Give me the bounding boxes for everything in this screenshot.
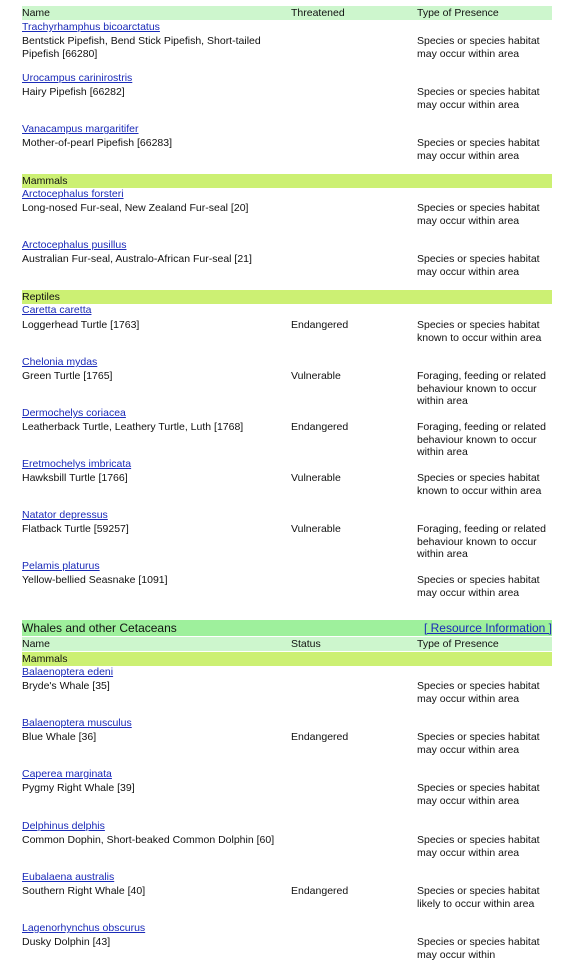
presence-text: Species or species habitat may occur within area [417,253,540,278]
common-name: Southern Right Whale [40] [22,885,146,897]
common-name: Bryde's Whale [35] [22,680,110,692]
resource-information-link[interactable]: [ Resource Information ] [423,621,552,635]
header-status: Status [291,638,321,650]
species-link[interactable]: Dermochelys coriacea [22,407,126,419]
threatened-status: Vulnerable [291,370,341,382]
common-name: Leatherback Turtle, Leathery Turtle, Luth [1768] [22,421,244,433]
common-name: Long-nosed Fur-seal, New Zealand Fur-seal [20] [22,202,249,214]
common-name: Hairy Pipefish [66282] [22,86,125,98]
presence-text: Species or species habitat may occur within area [417,137,540,162]
header-name: Name [22,7,51,19]
species-link[interactable]: Natator depressus [22,509,108,521]
header-threatened: Threatened [291,7,345,19]
species-link[interactable]: Eubalaena australis [22,871,115,883]
header-name: Name [22,638,51,650]
presence-text: Species or species habitat may occur within area [417,35,540,60]
species-link[interactable]: Vanacampus margaritifer [22,123,139,135]
presence-text: Foraging, feeding or related behaviour known to occur within area [417,523,546,560]
species-link[interactable]: Pelamis platurus [22,560,100,572]
species-link[interactable]: Arctocephalus forsteri [22,188,124,200]
species-link[interactable]: Eretmochelys imbricata [22,458,132,470]
species-link[interactable]: Caretta caretta [22,304,92,316]
presence-text: Species or species habitat may occur within area [417,731,540,756]
category-label: Mammals [22,653,68,665]
species-link[interactable]: Urocampus carinirostris [22,72,133,84]
threatened-status: Vulnerable [291,523,341,535]
category-reptiles [22,290,552,304]
common-name: Mother-of-pearl Pipefish [66283] [22,137,172,149]
common-name: Hawksbill Turtle [1766] [22,472,128,484]
presence-text: Species or species habitat may occur within [417,936,540,961]
species-link[interactable]: Delphinus delphis [22,820,105,832]
presence-text: Species or species habitat may occur within area [417,834,540,859]
common-name: Green Turtle [1765] [22,370,113,382]
threatened-status: Endangered [291,731,349,743]
common-name: Bentstick Pipefish, Bend Stick Pipefish, Short-tailed Pipefish [66280] [22,35,261,60]
presence-text: Species or species habitat known to occur within area [417,319,542,344]
common-name: Dusky Dolphin [43] [22,936,111,948]
table-header [22,6,552,20]
presence-text: Species or species habitat may occur within area [417,202,540,227]
common-name: Pygmy Right Whale [39] [22,782,135,794]
category-mammals [22,174,552,188]
common-name: Yellow-bellied Seasnake [1091] [22,574,168,586]
species-link[interactable]: Balaenoptera musculus [22,717,132,729]
common-name: Australian Fur-seal, Australo-African Fur-seal [21] [22,253,252,265]
common-name: Loggerhead Turtle [1763] [22,319,140,331]
species-link[interactable]: Trachyrhamphus bicoarctatus [22,21,160,33]
presence-text: Foraging, feeding or related behaviour known to occur within area [417,421,546,458]
common-name: Blue Whale [36] [22,731,97,743]
category-label: Mammals [22,175,68,187]
presence-text: Species or species habitat may occur within area [417,86,540,111]
common-name: Flatback Turtle [59257] [22,523,129,535]
presence-text: Species or species habitat may occur within area [417,680,540,705]
category-mammals [22,652,552,666]
category-label: Reptiles [22,291,60,303]
threatened-status: Vulnerable [291,472,341,484]
table-header [22,637,552,651]
header-presence: Type of Presence [417,7,499,19]
header-presence: Type of Presence [417,638,499,650]
presence-text: Species or species habitat may occur within area [417,574,540,599]
presence-text: Species or species habitat may occur within area [417,782,540,807]
species-link[interactable]: Lagenorhynchus obscurus [22,922,146,934]
common-name: Common Dophin, Short-beaked Common Dolphin [60] [22,834,275,846]
species-link[interactable]: Arctocephalus pusillus [22,239,127,251]
section-header-whales [22,620,552,636]
species-link[interactable]: Caperea marginata [22,768,112,780]
species-link[interactable]: Balaenoptera edeni [22,666,114,678]
section-title: Whales and other Cetaceans [22,621,177,635]
threatened-status: Endangered [291,885,349,897]
presence-text: Species or species habitat likely to occur within area [417,885,540,910]
threatened-status: Endangered [291,319,349,331]
species-link[interactable]: Chelonia mydas [22,356,98,368]
threatened-status: Endangered [291,421,349,433]
presence-text: Species or species habitat known to occur within area [417,472,542,497]
presence-text: Foraging, feeding or related behaviour known to occur within area [417,370,546,407]
